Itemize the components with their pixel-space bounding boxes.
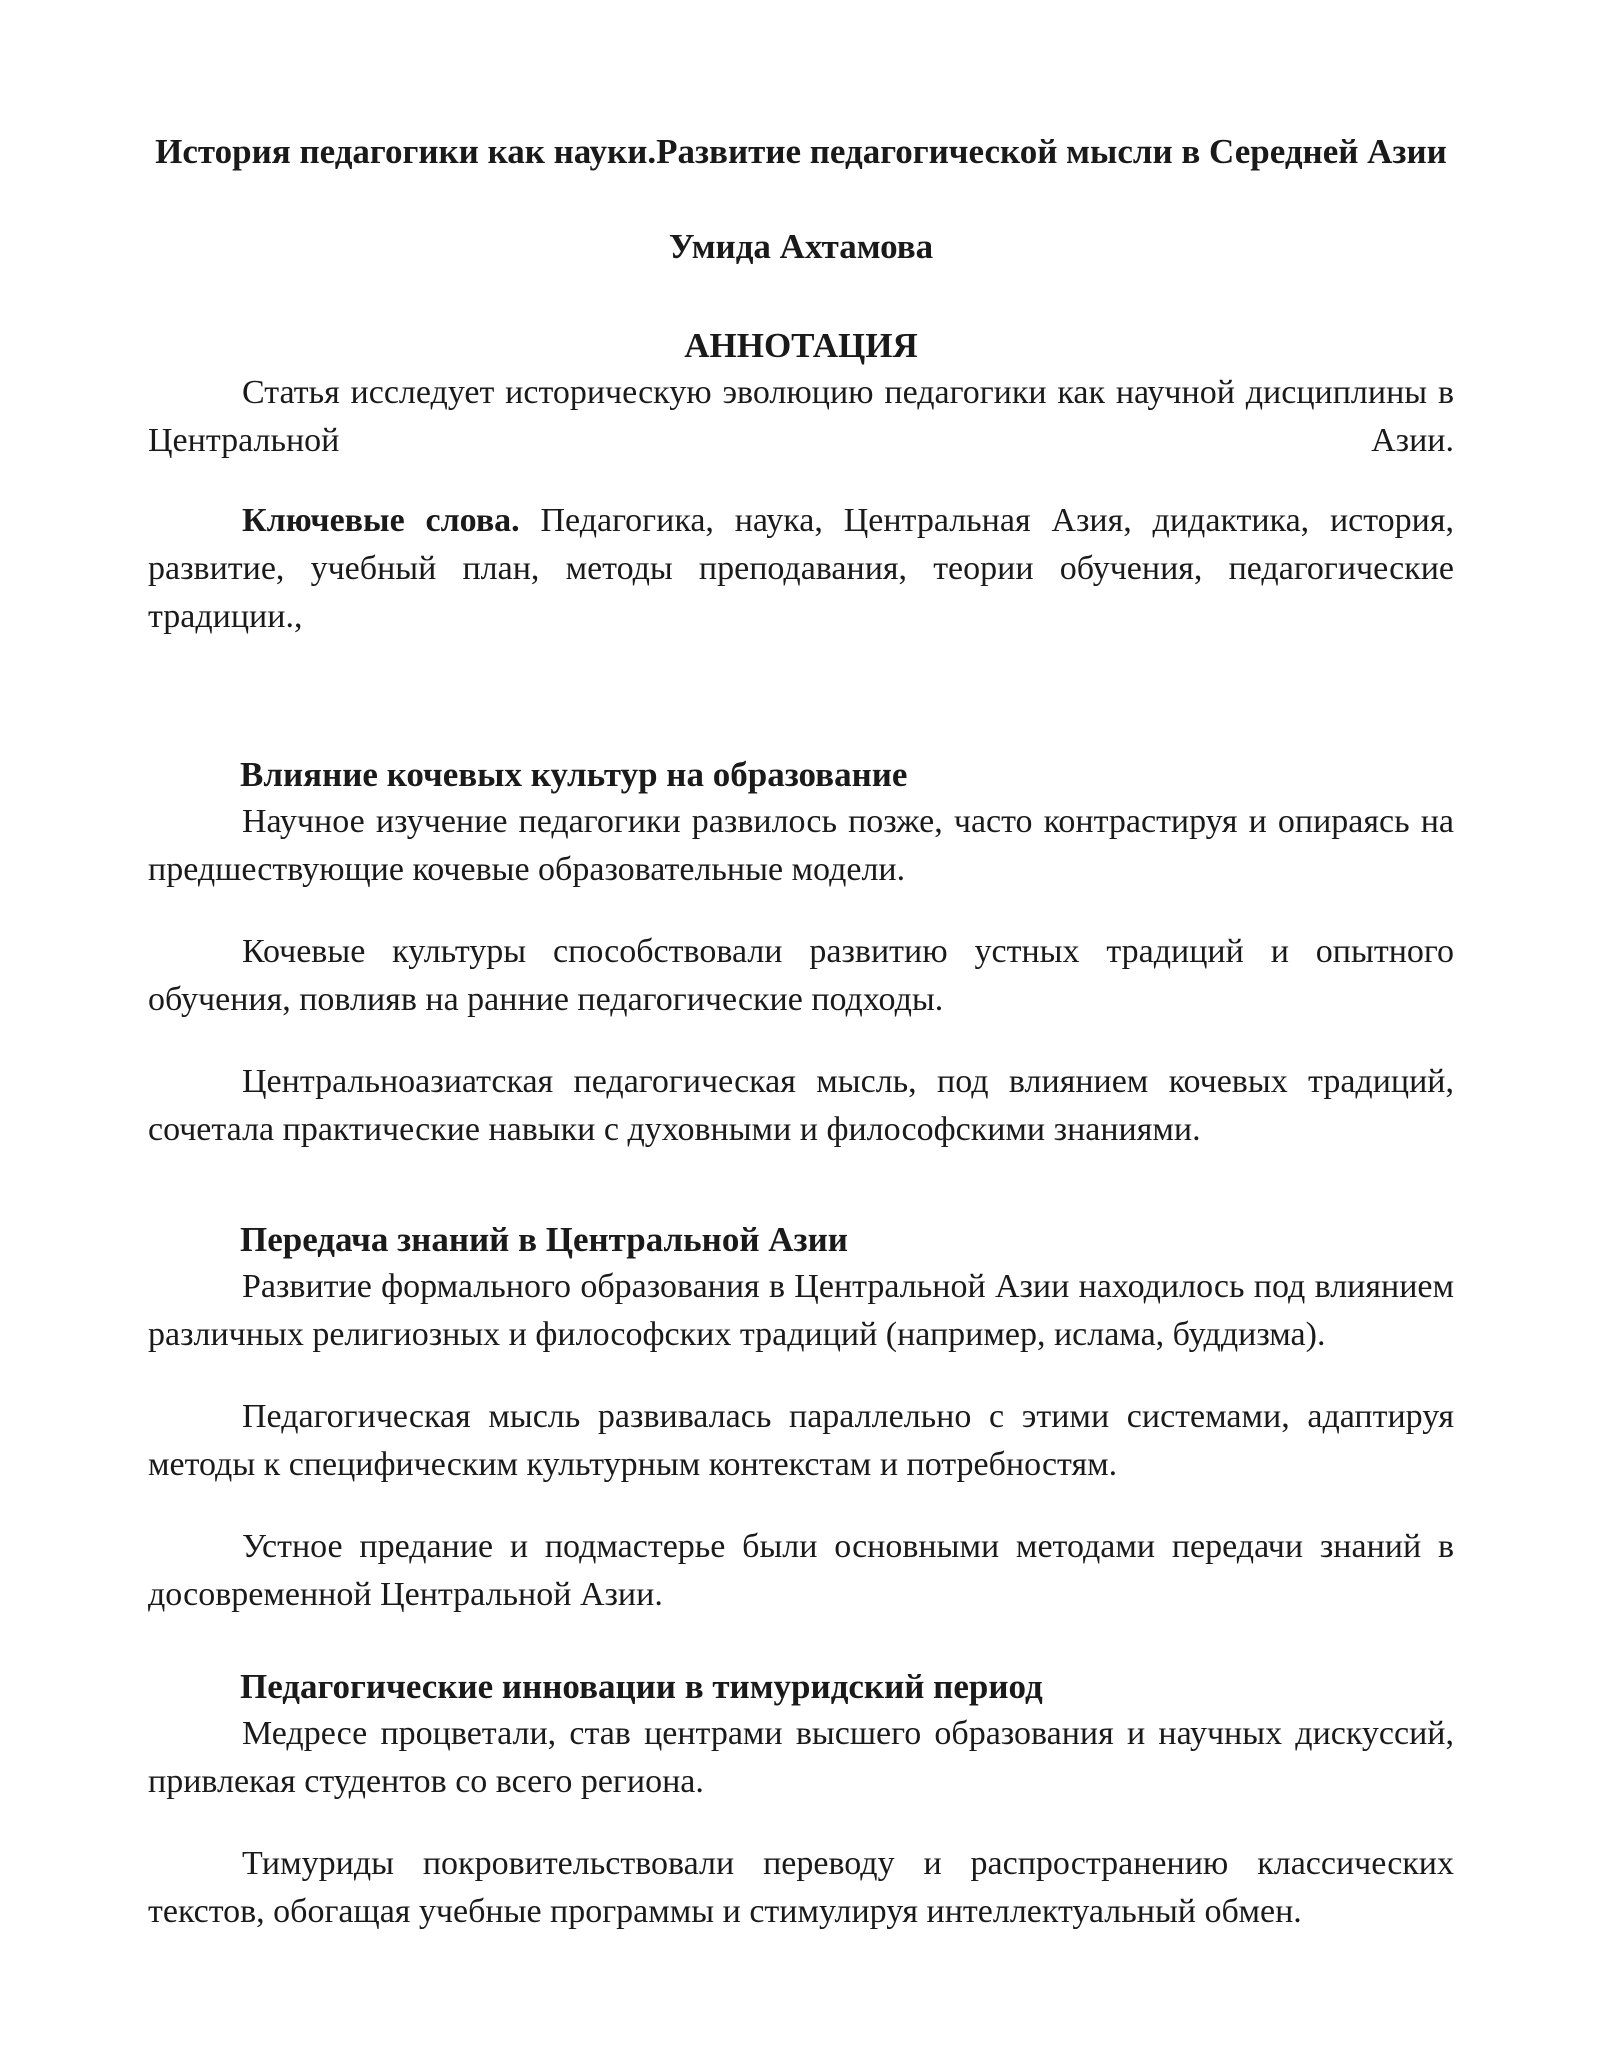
section-heading: Педагогические инновации в тимуридский период [240,1667,1043,1706]
author-name: Умида Ахтамова [668,227,934,266]
document-title: История педагогики как науки.Развитие педагогической мысли в Середней Азии [155,132,1447,171]
section-paragraph: Устное предание и подмастерье были основными методами передачи знаний в досовременной Центральной Азии. [148,1528,1454,1613]
section-paragraph: Центральноазиатская педагогическая мысль, под влиянием кочевых традиций, сочетала практические навыки с духовными и философскими знаниями. [148,1063,1454,1148]
section-paragraph: Медресе процветали, став центрами высшего образования и научных дискуссий, привлекая студентов со всего региона. [148,1715,1454,1800]
keywords-text: Педагогика, наука, Центральная Азия, дидактика, история, развитие, учебный план, методы преподавания, теории обучения, педагогические традиции., [148,502,1455,635]
document-page [148,128,1454,1936]
keywords-label: Ключевые слова. [242,502,520,539]
section-paragraph: Тимуриды покровительствовали переводу и распространению классических текстов, обогащая учебные программы и стимулируя интеллектуальный обмен. [148,1845,1454,1930]
keywords-paragraph [148,497,1454,641]
section-heading: Передача знаний в Центральной Азии [240,1220,848,1259]
section-paragraph: Педагогическая мысль развивалась параллельно с этими системами, адаптируя методы к специфическим культурным контекстам и потребностям. [148,1398,1454,1483]
annotation-text: Статья исследует историческую эволюцию педагогики как научной дисциплины в Центральной Азии. [148,374,1454,459]
annotation-heading: АННОТАЦИЯ [684,326,918,365]
section-paragraph: Развитие формального образования в Центральной Азии находилось под влиянием различных религиозных и философских традиций (например, ислама, буддизма). [148,1268,1454,1353]
section-paragraph: Кочевые культуры способствовали развитию устных традиций и опытного обучения, повлияв на ранние педагогические подходы. [148,933,1454,1018]
section-paragraph: Научное изучение педагогики развилось позже, часто контрастируя и опираясь на предшествующие кочевые образовательные модели. [148,803,1454,888]
section-heading: Влияние кочевых культур на образование [240,755,908,794]
